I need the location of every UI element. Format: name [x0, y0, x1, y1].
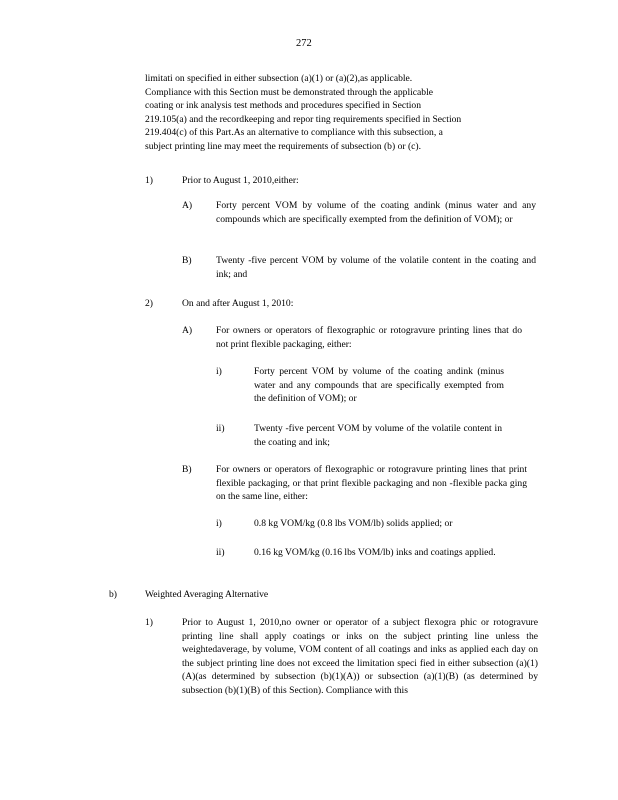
subsection-label: b): [109, 589, 117, 600]
item-text: Prior to August 1, 2010,either:: [182, 175, 299, 186]
intro-paragraph: [145, 72, 538, 153]
subsection-heading: Weighted Averaging Alternative: [145, 589, 269, 600]
item-label: B): [182, 255, 192, 266]
item-text: For owners or operators of flexographic or rotogravure printing lines that do not print flexible packaging, either:: [216, 325, 522, 350]
item-label: 1): [145, 175, 153, 186]
item-text: Forty percent VOM by volume of the coating andink (minus water and any compounds which are specifically exempted from the definition of VOM); or: [216, 200, 536, 225]
item-text: Twenty -five percent VOM by volume of the volatile content in the coating and ink;: [254, 423, 502, 448]
item-label: 1): [145, 617, 153, 628]
item-label: ii): [216, 423, 225, 434]
item-text: Forty percent VOM by volume of the coating andink (minus water and any compounds that are specifically exempted from the definition of VOM); or: [254, 366, 504, 404]
item-label: A): [182, 325, 193, 336]
intro-line: subject printing line may meet the requirements of subsection (b) or (c).: [145, 140, 422, 152]
item-text: For owners or operators of flexographic or rotogravure printing lines that print flexible packaging, or that print flexible packaging and non -flexible packa ging on the same line, either:: [216, 464, 527, 502]
item-label: B): [182, 464, 192, 475]
item-label: i): [216, 366, 222, 377]
item-label: 2): [145, 298, 153, 309]
intro-line: 219.404(c) of this Part.As an alternative to compliance with this subsection, a: [145, 127, 443, 138]
item-label: ii): [216, 547, 225, 558]
item-label: i): [216, 518, 222, 529]
item-text: Prior to August 1, 2010,no owner or operator of a subject flexogra phic or rotogravure printing line shall apply coatings or inks on the subject printing line unless the weightedaverage, by volume, VOM content of all coatings and inks as applied each day on the subject printing line does not exceed the limitation speci fied in either subsection (a)(1)(A)(as determined by subsection (b)(1)(A)) or subsection (a)(1)(B) (as determined by subsection (b)(1)(B) of this Section). Compliance with this: [182, 617, 538, 696]
intro-line: coating or ink analysis test methods and procedures specified in Section: [145, 100, 422, 111]
item-text: Twenty -five percent VOM by volume of the volatile content in the coating and ink; and: [216, 255, 536, 280]
item-label: A): [182, 200, 193, 211]
intro-line: 219.105(a) and the recordkeeping and repor ting requirements specified in Section: [145, 113, 462, 125]
item-text: 0.8 kg VOM/kg (0.8 lbs VOM/lb) solids applied; or: [254, 518, 453, 529]
item-text: On and after August 1, 2010:: [182, 298, 294, 309]
page-number: 272: [296, 38, 312, 49]
intro-line: limitati on specified in either subsection (a)(1) or (a)(2),as applicable.: [145, 73, 413, 84]
item-text: 0.16 kg VOM/kg (0.16 lbs VOM/lb) inks and coatings applied.: [254, 547, 496, 558]
intro-line: Compliance with this Section must be demonstrated through the applicable: [145, 86, 434, 98]
